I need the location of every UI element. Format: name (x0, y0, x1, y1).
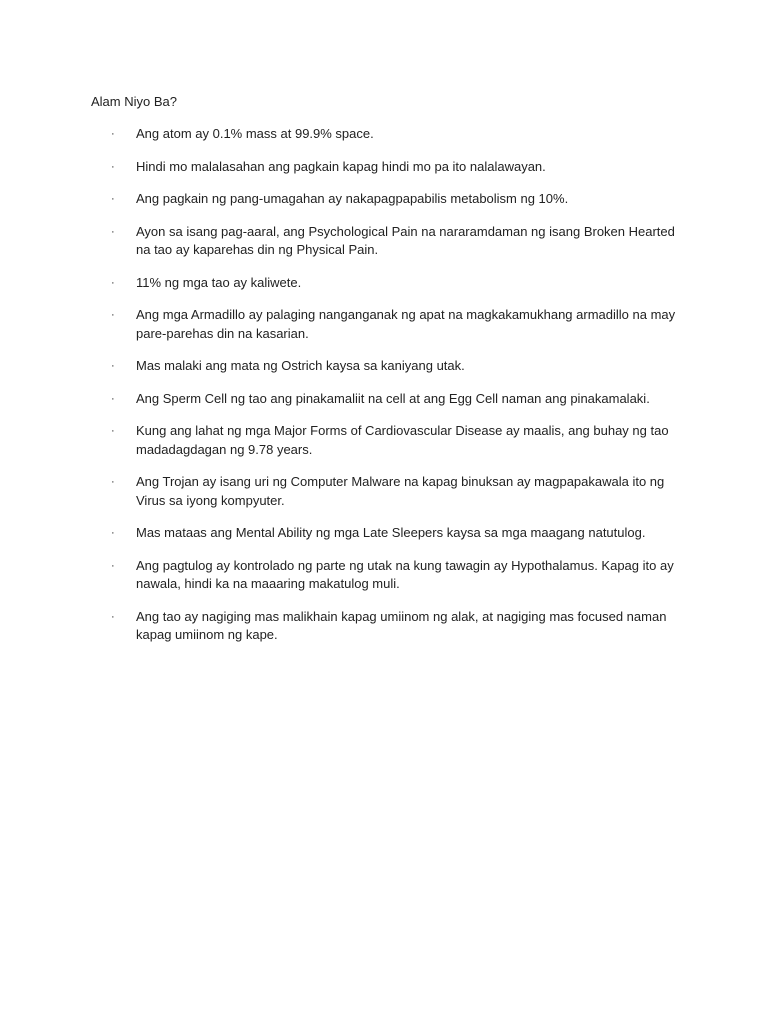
list-item (108, 422, 688, 459)
list-item (108, 390, 688, 409)
fact-text: Mas malaki ang mata ng Ostrich kaysa sa kaniyang utak. (136, 358, 465, 373)
fact-text: Ang pagtulog ay kontrolado ng parte ng utak na kung tawagin ay Hypothalamus. Kapag ito ay nawala, hindi ka na maaaring makatulog muli. (136, 557, 674, 591)
bullet-icon: · (111, 276, 115, 289)
fact-text: Ang tao ay nagiging mas malikhain kapag umiinom ng alak, at nagiging mas focused naman kapag umiinom ng kape. (136, 608, 667, 642)
bullet-icon: · (111, 360, 115, 372)
bullet-icon: · (111, 193, 115, 205)
bullet-icon: · (111, 476, 115, 488)
fact-text: Ang mga Armadillo ay palaging nanganganak ng apat na magkakamukhang armadillo na may pare-parehas din na kasarian. (136, 307, 676, 341)
list-item (108, 473, 688, 510)
list-item (108, 357, 688, 376)
fact-text: Ang pagkain ng pang-umagahan ay nakapagpapabilis metabolism ng 10%. (136, 191, 569, 206)
bullet-icon: · (111, 610, 115, 623)
list-item (108, 557, 688, 594)
bullet-icon: · (111, 309, 115, 321)
list-item (108, 274, 688, 293)
list-item (108, 158, 688, 177)
bullet-icon: · (111, 559, 115, 572)
list-item (108, 190, 688, 209)
bullet-icon: · (111, 160, 115, 173)
list-item (108, 524, 688, 543)
bullet-icon: · (111, 128, 115, 140)
bullet-icon: · (111, 425, 115, 437)
document-title: Alam Niyo Ba? (91, 94, 177, 109)
bullet-icon: · (111, 225, 115, 238)
fact-text: Ang atom ay 0.1% mass at 99.9% space. (136, 126, 374, 141)
list-item (108, 306, 688, 343)
list-item (108, 223, 688, 260)
bullet-icon: · (111, 392, 115, 405)
fact-text: Ayon sa isang pag-aaral, ang Psychological Pain na nararamdaman ng isang Broken Hearted na tao ay kaparehas din ng Physical Pain. (136, 223, 675, 257)
list-item (108, 125, 688, 144)
fact-list (108, 125, 688, 659)
fact-text: Ang Sperm Cell ng tao ang pinakamaliit na cell at ang Egg Cell naman ang pinakamalaki. (136, 390, 650, 406)
fact-text: Ang Trojan ay isang uri ng Computer Malware na kapag binuksan ay magpapakawala ito ng Virus sa iyong kompyuter. (136, 474, 665, 508)
list-item (108, 608, 688, 645)
bullet-icon: · (111, 527, 115, 539)
fact-text: Mas mataas ang Mental Ability ng mga Late Sleepers kaysa sa mga maagang natutulog. (136, 525, 646, 540)
fact-text: Kung ang lahat ng mga Major Forms of Cardiovascular Disease ay maalis, ang buhay ng tao madadagdagan ng 9.78 years. (136, 423, 669, 457)
fact-text: 11% ng mga tao ay kaliwete. (136, 274, 302, 290)
fact-text: Hindi mo malalasahan ang pagkain kapag hindi mo pa ito nalalawayan. (136, 158, 546, 174)
